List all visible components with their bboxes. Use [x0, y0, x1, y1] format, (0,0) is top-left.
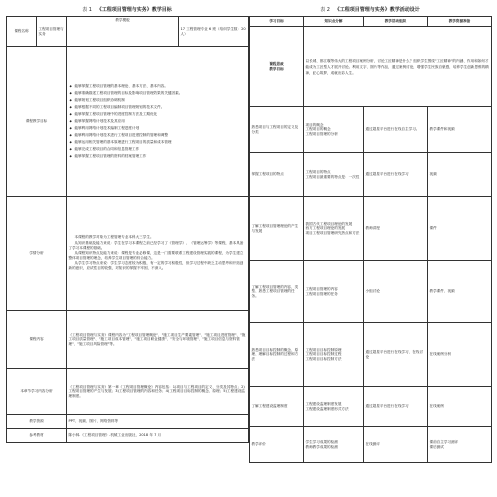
table-row	[250, 427, 492, 463]
ideology-label: 课程思政 教学目标	[250, 27, 304, 107]
table1-title-prefix: 表 1	[82, 7, 92, 13]
row-resource: 视频	[428, 153, 492, 197]
row-goal: 熟悉项目目标控制的概念、原理、理解目标控制的过程和方法	[250, 323, 304, 387]
row-activity: 通过超星平台进行在线学习	[364, 387, 428, 427]
content-label: 课程内容	[7, 311, 67, 369]
row-points: 工程项目目标控制原理 工程项目目标控制过程 工程项目目标控制方法	[304, 323, 364, 387]
goal-item: ◆ 能够完成工程项目的合同和信息管理工作	[75, 146, 247, 153]
teaching-goals-table	[6, 16, 249, 443]
row-activity: 在线测评	[364, 427, 428, 463]
analysis-paragraph: 本课程的教学对象为工程管理专业本科大三学生。	[74, 235, 154, 240]
row-points: 我国古代工程项目理论的发展 西方工程项目理论的发展 项目工程项目管理研究热点和方法	[304, 197, 364, 261]
table-row	[250, 197, 492, 261]
row-activity: 通过超星平台进行在线学习、在线讨论	[364, 323, 428, 387]
row-resource: 课件	[428, 197, 492, 261]
row-goal: 熟悉项目与工程项目的定义及分类	[250, 107, 304, 153]
analysis-cell	[67, 197, 249, 311]
course-name-value: 工程项目管理与实务	[37, 17, 67, 47]
row-activity: 教师讲授	[364, 197, 428, 261]
row-resource: 教学课件和视频	[428, 107, 492, 153]
table1-title-main: 《工程项目管理与实务》教学目标	[96, 7, 172, 13]
row-activity: 小组讨论	[364, 261, 428, 323]
analysis-label: 学情分析	[7, 197, 67, 311]
goal-item: ◆ 能够根据不同的工程项目编制项目管理规划的技术文件。	[75, 104, 247, 111]
goal-item: ◆ 能够准确描述工程项目管理的目标及影响项目管理效果的关键因素。	[75, 90, 247, 97]
row-goal: 了解工程项目管理的内容、类型、熟悉工程项目管理的任务。	[250, 261, 304, 323]
row-points: 项目的概念 工程项目的概念 工程项目管理的分析	[304, 107, 364, 153]
table-row	[250, 153, 492, 197]
template-label: 教学模板	[67, 17, 179, 47]
table-row	[250, 387, 492, 427]
goals-list	[69, 83, 247, 160]
ideology-text: 以长城、都江堰等伟大的工程项目案例分析，讨论工匠精神是什么？组织学生围绕"工匠精神"的内涵、作用和如何才能成为工匠型人才展开讨论。利用文字、图片等作品，通过案例讨论，增强学生民族自豪感，培养学生创新思维的精神，匠心筑梦，成就出彩人生。	[304, 27, 492, 107]
table1-title	[6, 6, 248, 16]
header-activity: 教学活动组织	[364, 17, 428, 27]
goal-item: ◆ 能够掌握工程项目管理的资料的档案管理工作	[75, 153, 247, 160]
right-page-table2	[249, 6, 491, 492]
table2-header-row	[250, 17, 492, 27]
table-row	[250, 323, 492, 387]
analysis-paragraph: 从课程知识特点及能力来说：课程是专业必修课，这是一门需要联系工程建设管理实践的课程，为学生建立整体项目管理的理念，培养学生项目管理的综合能力。	[68, 251, 244, 260]
goal-item: ◆ 能够利用网络计划技术进行工程项目进度控制的管理和调整	[75, 132, 247, 139]
goal-item: ◆ 能够掌握工程项目管理的基本理论、基本方法、基本内容。	[75, 83, 247, 90]
row-activity: 通过超星平台进行在线自主学习。	[364, 107, 428, 153]
analysis-paragraph: 从学生学习特点来说：学生学习态度较为积极，有一定的学习积极性，但学习过程中缺乏主动思考和开拓创新的意识，应试性目的较强，对知识的掌握不牢固，不深入。	[68, 261, 244, 270]
goals-label: 课程教学目标	[7, 47, 67, 197]
row-goal: 教学评价	[250, 427, 304, 463]
goal-item: ◆ 能够规划工程项目组织协调机制	[75, 97, 247, 104]
resources-row	[7, 415, 249, 429]
goal-item: ◆ 能够掌握网络计划技术及其应用	[75, 118, 247, 125]
goals-cell	[67, 47, 249, 197]
left-page-table1	[6, 6, 248, 492]
row-resource: 在线案例分析	[428, 323, 492, 387]
course-info-row	[7, 17, 249, 47]
table2-title-prefix: 表 2	[320, 7, 330, 13]
references-cell: 陈小林.《工程项目管理》.机械工业出版社，2018 年 7 月	[67, 429, 249, 443]
references-row	[7, 429, 249, 443]
row-resource: 在线案例	[428, 387, 492, 427]
goal-item: ◆ 能够掌握工程项目管理中的进度控制方法及工期优化	[75, 111, 247, 118]
row-resource: 课前自主学习测评 课后测试	[428, 427, 492, 463]
references-label: 参考教材	[7, 429, 67, 443]
row-points: 工程项目的特点 工程项目最重要的特点是：一次性	[304, 153, 364, 197]
activity-design-table	[249, 16, 492, 463]
row-goal: 掌握工程项目的特点	[250, 153, 304, 197]
row-points: 学生学习成果的检测 教师教学成果的检测	[304, 427, 364, 463]
header-points: 知识点分解	[304, 17, 364, 27]
chapter-cell: 《工程项目管理与实务》第一章《工程项目管理概论》内容包括：1)项目与工程项目的定义、分类及其特点；2)工程项目管理的产生与发展；3)工程项目管理的内容和任务；4)工程项目目标控制的概念、原理；5)工程建设监理制度。	[67, 369, 249, 415]
resources-cell: PPT、视频、图片、网络资料等	[67, 415, 249, 429]
table2-title	[249, 6, 491, 16]
header-resource: 教学资源准备	[428, 17, 492, 27]
row-goal: 了解工程建设监理制度	[250, 387, 304, 427]
chapter-row	[7, 369, 249, 415]
row-activity: 通过超星平台进行在线学习	[364, 153, 428, 197]
table2-title-main: 《工程项目管理与实务》教学活动设计	[334, 7, 420, 13]
resources-label: 教学资源	[7, 415, 67, 429]
row-points: 工程项目管理的内容 工程项目管理的任务	[304, 261, 364, 323]
analysis-row	[7, 197, 249, 311]
target-students-value: 17 工程管理专业 6 班（培训学生数：20 人）	[179, 17, 249, 47]
ideology-row	[250, 27, 492, 107]
analysis-paragraph: 从知识基础及能力来说：学生在学习本课程之前已经学习了《管理学》、《管理运筹学》等课程，基本具备了学习本课程的基础。	[68, 241, 244, 250]
table-row	[250, 261, 492, 323]
goal-item: ◆ 能够利用网络计划技术编制工程进度计划	[75, 125, 247, 132]
goals-row	[7, 47, 249, 197]
row-points: 工程建设监理制度发展 工程建设监理制度形式方法	[304, 387, 364, 427]
content-cell: 《工程项目管理与实务》课程内容为"工程项目管理概论"、"施工项目生产要素管理"、"施工项目进度管理"、"施工项目质量管理"、"施工项目成本管理"、"施工项目职业健康"、"安全与环境管理"、"施工项目信息与资料管理"、"施工项目风险管理"等。	[67, 311, 249, 369]
content-row	[7, 311, 249, 369]
chapter-label: 本章节学习内容分析	[7, 369, 67, 415]
table-row	[250, 107, 492, 153]
goal-item: ◆ 能够运用相关管理的基本原理进行工程项目的质量和成本管理	[75, 139, 247, 146]
row-resource: 教学课件、视频	[428, 261, 492, 323]
header-goal: 学习目标	[250, 17, 304, 27]
course-name-label: 课程名称	[7, 17, 37, 47]
row-goal: 了解工程项目管理理论的产生与发展	[250, 197, 304, 261]
